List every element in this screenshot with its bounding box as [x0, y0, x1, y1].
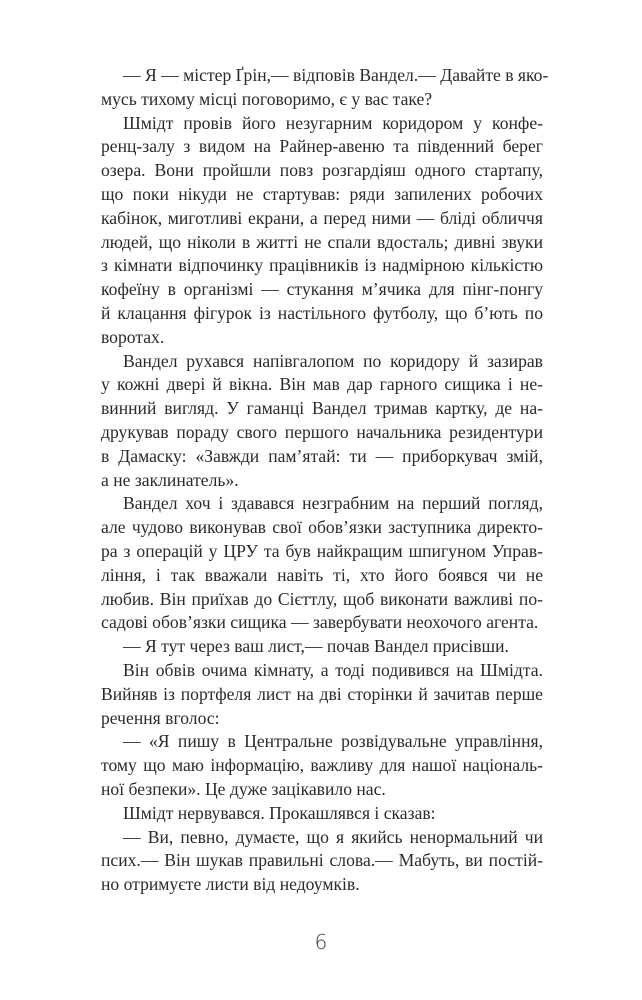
paragraph	[101, 802, 543, 826]
paragraph	[101, 659, 543, 730]
paragraph	[101, 730, 543, 801]
text-line: винний вигляд. У гаманці Вандел тримав картку, де на-	[101, 398, 543, 419]
text-line: кабінок, миготливі екрани, а перед ними — бліді обличчя	[101, 207, 543, 228]
text-line: у кожні двері й вікна. Він мав дар гарного сищика і не-	[101, 374, 543, 395]
text-line: ління, і так вважали навіть ті, хто його боявся чи не	[101, 564, 543, 585]
text-line: друкував пораду свого першого начальника резидентури	[101, 421, 543, 442]
text-line: ної безпеки». Це дуже зацікавило нас.	[101, 778, 386, 799]
paragraph	[101, 826, 543, 897]
text-line: ренц-залу з видом на Райнер-авеню та південний берег	[101, 136, 543, 157]
text-line: Вандел хоч і здавався незграбним на перший погляд,	[123, 493, 543, 514]
text-line: Він обвів очима кімнату, а тоді подивився на Шмідта.	[123, 659, 543, 680]
text-line: — Я — містер Ґрін,— відповів Вандел.— Давайте в яко-	[123, 65, 549, 85]
text-line: але чудово виконував свої обов’язки заступника директо-	[101, 517, 543, 538]
text-line: — Я тут через ваш лист,— почав Вандел присівши.	[123, 636, 509, 657]
text-line: воротах.	[101, 326, 165, 347]
text-line: в Дамаску: «Завжди пам’ятай: ти — приборкувач змій,	[101, 445, 543, 466]
text-line: садові обов’язки сищика — завербувати неохочого агента.	[101, 612, 539, 633]
text-line: псих.— Він шукав правильні слова.— Мабуть, ви постій-	[101, 850, 543, 871]
text-line: людей, що ніколи в житті не спали вдосталь; дивні звуки	[101, 231, 543, 252]
text-line: мусь тихому місці поговоримо, є у вас таке?	[101, 88, 433, 109]
paragraph	[101, 492, 543, 635]
text-line: Шмідт нервувався. Прокашлявся і сказав:	[123, 802, 436, 823]
paragraph	[101, 635, 543, 659]
paragraph	[101, 112, 543, 350]
text-line: речення вголос:	[101, 707, 220, 728]
paragraph	[101, 350, 543, 493]
text-line: кофеїну в організмі — стукання м’ячика для пінг-понгу	[101, 279, 543, 300]
text-line: любив. Він приїхав до Сієттлу, щоб виконати важливі по-	[101, 588, 543, 609]
text-line: а не заклинатель».	[101, 469, 239, 490]
text-line: Вандел рухався напівгалопом по коридору й зазирав	[123, 350, 543, 371]
text-line: — «Я пишу в Центральне розвідувальне управління,	[123, 731, 543, 752]
text-line: тому що маю інформацію, важливу для нашої національ-	[101, 755, 543, 776]
page-number: 6	[314, 930, 328, 954]
text-line: ра з операцій у ЦРУ та був найкращим шпигуном Управ-	[101, 540, 543, 561]
paragraph	[101, 64, 549, 112]
text-line: — Ви, певно, думаєте, що я якийсь ненормальний чи	[123, 826, 543, 847]
text-line: Вийняв із портфеля лист на дві сторінки й зачитав перше	[101, 683, 543, 704]
text-line: з кімнати відпочинку працівників із надмірною кількістю	[101, 255, 543, 276]
text-line: но отримуєте листи від недоумків.	[101, 874, 360, 895]
text-line: озера. Вони пройшли повз розгардіяш одного стартапу,	[101, 160, 543, 181]
book-page-text	[101, 64, 549, 897]
text-line: й клацання фігурок із настільного футболу, що б’ють по	[101, 302, 543, 323]
text-line: що поки нікуди не стартував: ряди запилених робочих	[101, 183, 543, 204]
text-line: Шмідт провів його незугарним коридором у конфе-	[123, 112, 543, 133]
